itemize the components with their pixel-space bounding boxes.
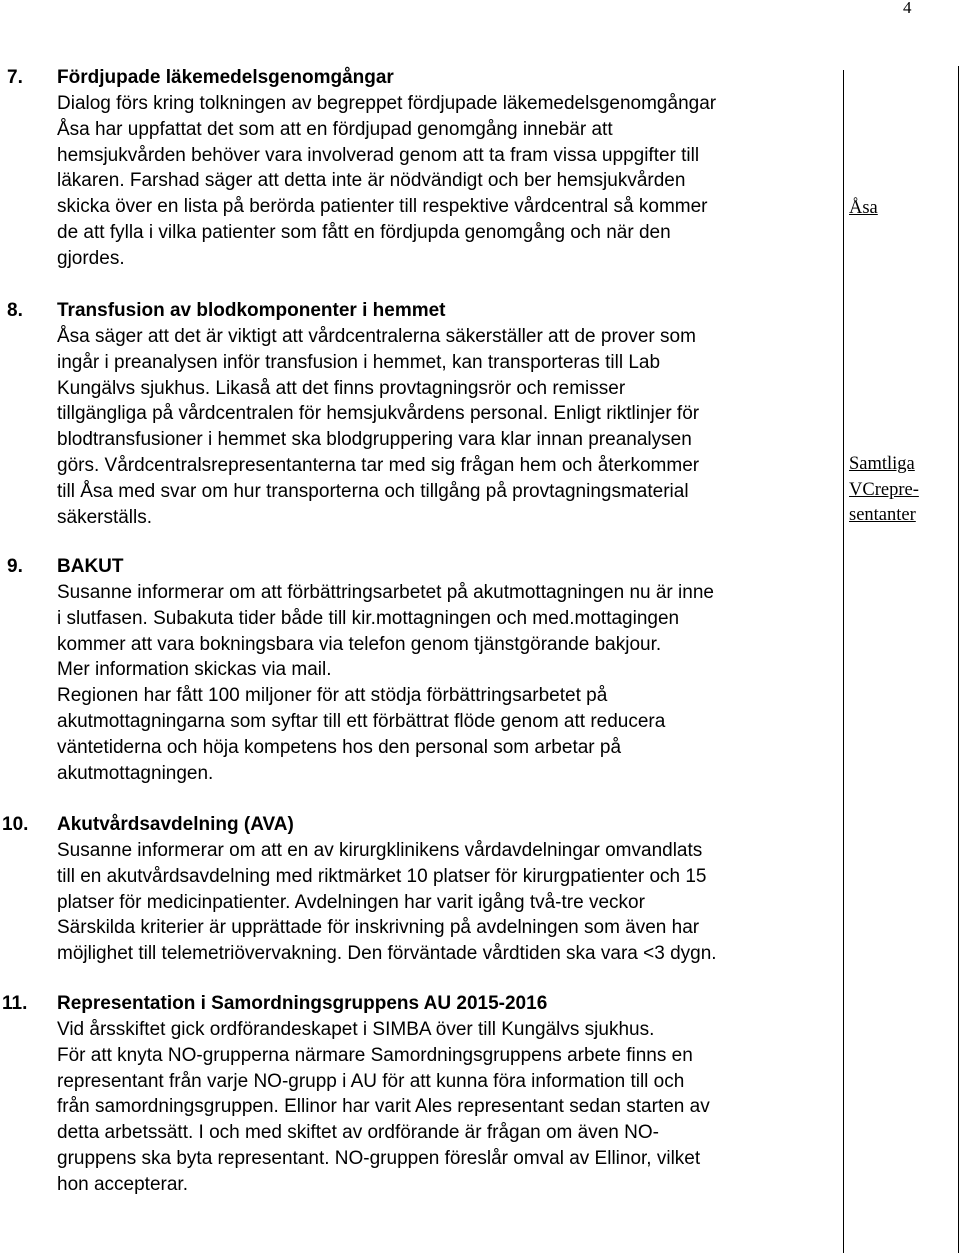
body-line: hon accepterar. [57, 1173, 188, 1195]
body-line: från samordningsgruppen. Ellinor har varit Ales representant sedan starten av [57, 1096, 710, 1118]
body-line: i slutfasen. Subakuta tider både till kir.mottagningen och med.mottagingen [57, 607, 680, 629]
body-line: Mer information skickas via mail. [57, 659, 332, 681]
body-line: väntetiderna och höja kompetens hos den personal som arbetar på [57, 736, 622, 758]
right-border [958, 66, 959, 1253]
section-title: Transfusion av blodkomponenter i hemmet [57, 300, 446, 321]
body-line: blodtransfusioner i hemmet ska blodgruppering vara klar innan preanalysen [57, 429, 692, 451]
section-title: Fördjupade läkemedelsgenomgångar [57, 67, 394, 88]
body-line: akutmottagningen. [57, 762, 214, 784]
body-line: Åsa har uppfattat det som att en fördjupad genomgång innebär att [57, 118, 613, 140]
responsible-line: sentanter [849, 505, 916, 525]
page-number: 4 [903, 0, 912, 17]
section-10 [0, 812, 840, 967]
section-number: 9. [7, 556, 23, 577]
body-line: Åsa säger att det är viktigt att vårdcentralerna säkerställer att de prover som [57, 326, 696, 347]
responsible-line: Åsa [849, 198, 878, 218]
body-line: Dialog förs kring tolkningen av begreppet fördjupade läkemedelsgenomgångar [57, 93, 717, 114]
body-line: möjlighet till telemetriövervakning. Den förväntade vårdtiden ska vara <3 dygn. [57, 943, 717, 965]
section-number: 11. [2, 993, 28, 1014]
body-line: Vid årsskiftet gick ordförandeskapet i SIMBA över till Kungälvs sjukhus. [57, 1019, 655, 1040]
body-line: platser för medicinpatienter. Avdelningen har varit igång två-tre veckor [57, 891, 645, 913]
body-line: skicka över en lista på berörda patienter till respektive vårdcentral så kommer [57, 196, 708, 218]
body-line: säkerställs. [57, 506, 153, 528]
body-line: till Åsa med svar om hur transporterna och tillgång på provtagningsmaterial [57, 480, 689, 502]
body-line: akutmottagningarna som syftar till ett förbättrat flöde genom att reducera [57, 710, 666, 732]
section-number: 7. [7, 67, 23, 88]
section-title: Akutvårdsavdelning (AVA) [57, 814, 294, 835]
responsible-section-7 [849, 196, 949, 222]
body-line: till en akutvårdsavdelning med riktmärket 10 platser för kirurgpatienter och 15 [57, 865, 707, 887]
section-number: 10. [2, 814, 29, 835]
responsible-section-8 [849, 452, 949, 529]
responsible-line: Samtliga [849, 454, 915, 474]
column-divider [843, 70, 844, 1253]
section-number: 8. [7, 300, 23, 321]
responsible-line: VCrepre- [849, 479, 919, 500]
body-line: kommer att vara bokningsbara via telefon genom tjänstgörande bakjour. [57, 633, 662, 655]
body-line: görs. Vårdcentralsrepresentanterna tar med sig frågan hem och återkommer [57, 454, 700, 476]
body-line: Särskilda kriterier är upprättade för inskrivning på avdelningen som även har [57, 917, 700, 939]
body-line: Regionen har fått 100 miljoner för att stödja förbättringsarbetet på [57, 685, 608, 707]
section-body [57, 1017, 842, 1198]
body-line: de att fylla i vilka patienter som fått en fördjupda genomgång och när den [57, 221, 671, 243]
section-body [57, 324, 842, 530]
section-8 [0, 298, 840, 530]
body-line: Susanne informerar om att en av kirurgklinikens vårdavdelningar omvandlats [57, 840, 703, 861]
section-9 [0, 554, 840, 786]
body-line: läkaren. Farshad säger att detta inte är nödvändigt och ber hemsjukvården [57, 170, 686, 192]
body-line: gruppens ska byta representant. NO-gruppen föreslår omval av Ellinor, vilket [57, 1147, 701, 1169]
section-title: Representation i Samordningsgruppens AU 2015-2016 [57, 993, 548, 1014]
body-line: ingår i preanalysen inför transfusion i hemmet, kan transporteras till Lab [57, 351, 661, 373]
section-11 [0, 991, 840, 1198]
body-line: Kungälvs sjukhus. Likaså att det finns provtagningsrör och remisser [57, 377, 626, 399]
body-line: gjordes. [57, 247, 125, 269]
section-7 [0, 65, 840, 272]
section-body [57, 580, 842, 786]
body-line: detta arbetssätt. I och med skiftet av ordförande är frågan om även NO- [57, 1122, 659, 1144]
section-body [57, 91, 842, 272]
body-line: hemsjukvården behöver vara involverad genom att ta fram vissa uppgifter till [57, 144, 700, 166]
body-line: Susanne informerar om att förbättringsarbetet på akutmottagningen nu är inne [57, 582, 714, 603]
section-body [57, 838, 842, 967]
body-line: För att knyta NO-grupperna närmare Samordningsgruppens arbete finns en [57, 1044, 693, 1066]
section-title: BAKUT [57, 556, 124, 577]
body-line: tillgängliga på vårdcentralen för hemsjukvårdens personal. Enligt riktlinjer för [57, 403, 700, 425]
body-line: representant från varje NO-grupp i AU för att kunna föra information till och [57, 1070, 685, 1092]
